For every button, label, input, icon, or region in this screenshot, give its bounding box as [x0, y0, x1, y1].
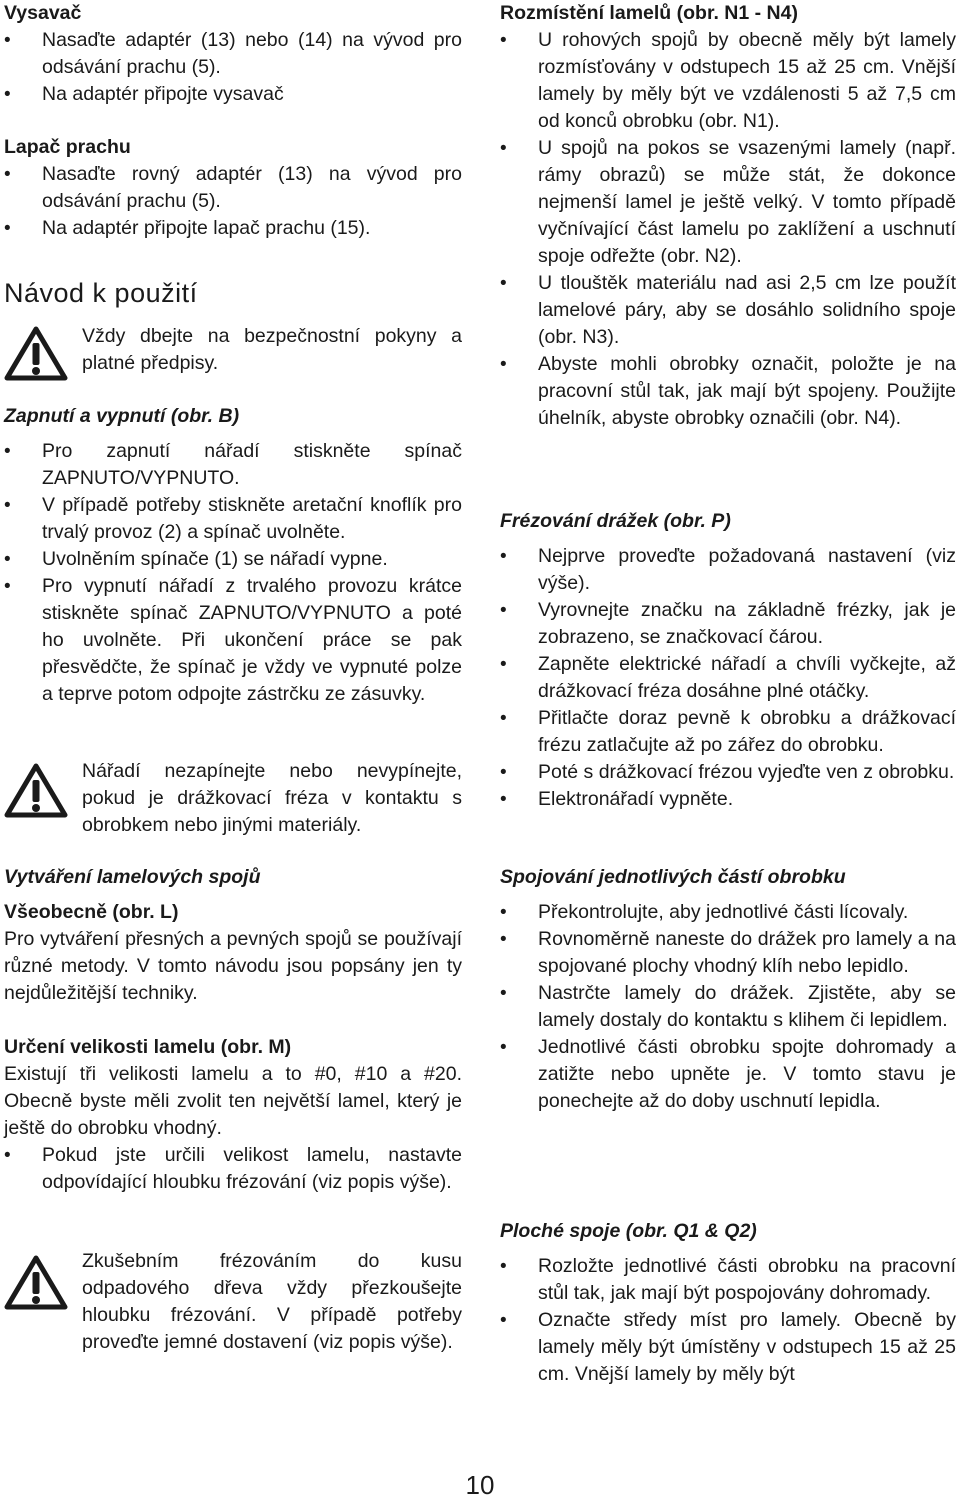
section-heading-rozmisteni: Rozmístění lamelů (obr. N1 - N4)	[500, 2, 798, 24]
list-item: • Nastrčte lamely do drážek. Zjistěte, aby se lamely dostaly do kontaktu s klihem či lepidlem.	[500, 980, 956, 1034]
safety-warning-2	[4, 758, 462, 844]
page-number: 10	[465, 1470, 495, 1500]
list-urceni	[4, 1142, 462, 1196]
list-lapac	[4, 161, 462, 242]
list-rozmisteni	[500, 27, 956, 432]
section-heading-vytvareni: Vytváření lamelových spojů	[4, 866, 261, 888]
list-item: • Označte středy míst pro lamely. Obecně by lamely měly být úmístěny v odstupech 15 až 25 cm. Vnější lamely by měly být	[500, 1307, 956, 1388]
section-heading-vysavac: Vysavač	[4, 2, 82, 24]
list-item: • Nasaďte adaptér (13) nebo (14) na vývod pro odsávání prachu (5).	[4, 27, 462, 81]
list-frezovani	[500, 543, 956, 813]
list-ploche	[500, 1253, 956, 1388]
list-item: • U rohových spojů by obecně měly být lamely rozmísťovány v odstupech 15 až 25 cm. Vnější lamely by měly být ve vzdálenosti 5 až 7,5 cm od konců obrobku (obr. N1).	[500, 27, 956, 135]
section-heading-spojovani: Spojování jednotlivých částí obrobku	[500, 866, 846, 888]
warning-text: Nářadí nezapínejte nebo nevypínejte, pokud je drážkovací fréza v kontaktu s obrobkem nebo jinými materiály.	[82, 760, 462, 836]
list-item: • Zapněte elektrické nářadí a chvíli vyčkejte, až drážkovací fréza dosáhne plné otáčky.	[500, 651, 956, 705]
list-item: • Abyste mohli obrobky označit, položte je na pracovní stůl tak, jak mají být spojeny. Použijte úhelník, abyste obrobky označili (obr. N4).	[500, 351, 956, 432]
warning-triangle-icon	[4, 1254, 68, 1310]
list-item: • Na adaptér připojte lapač prachu (15).	[4, 215, 462, 242]
subheading-urceni: Určení velikosti lamelu (obr. M)	[4, 1036, 292, 1058]
paragraph-urceni: Existují tři velikosti lamelu a to #0, #10 a #20. Obecně byste měli zvolit ten největší lamel, který je ještě do obrobku vhodný.	[4, 1063, 462, 1139]
section-heading-lapac: Lapač prachu	[4, 136, 131, 158]
list-item: • Vyrovnejte značku na základně frézky, jak je zobrazeno, se značkovací čárou.	[500, 597, 956, 651]
chapter-title-navod: Návod k použití	[4, 278, 198, 308]
list-item: • Překontrolujte, aby jednotlivé části lícovaly.	[500, 899, 956, 926]
list-item: • Nejprve proveďte požadovaná nastavení (viz výše).	[500, 543, 956, 597]
list-item: • Pro zapnutí nářadí stiskněte spínač ZAPNUTO/VYPNUTO.	[4, 438, 462, 492]
safety-warning-1	[4, 323, 462, 383]
list-item: • Pokud jste určili velikost lamelu, nastavte odpovídající hloubku frézování (viz popis výše).	[4, 1142, 462, 1196]
list-item: • Jednotlivé části obrobku spojte dohromady a zatižte nebo upněte je. V tomto stavu je ponechejte až do doby uschnutí lepidla.	[500, 1034, 956, 1115]
list-item: • U spojů na pokos se vsazenými lamely (např. rámy obrazů) se může stát, že dokonce nejmenší lamel je ještě velký. V tomto případě vyčnívající část lamelu po zaklížení a uschnutí spoje odřežte (obr. N2).	[500, 135, 956, 270]
safety-warning-3	[4, 1248, 462, 1388]
list-item: • U tlouštěk materiálu nad asi 2,5 cm lze použít lamelové páry, aby se dosáhlo solidního spoje (obr. N3).	[500, 270, 956, 351]
paragraph-vseobecne: Pro vytváření přesných a pevných spojů se používají různé metody. V tomto návodu jsou popsány jen ty nejdůležitější techniky.	[4, 928, 462, 1004]
section-heading-zapnuti: Zapnutí a vypnutí (obr. B)	[4, 405, 240, 427]
warning-text: Zkušebním frézováním do kusu odpadového dřeva vždy přezkoušejte hloubku frézování. V případě potřeby proveďte jemné dostavení (viz popis výše).	[82, 1250, 462, 1353]
list-item: • Na adaptér připojte vysavač	[4, 81, 462, 108]
warning-triangle-icon	[4, 325, 68, 381]
list-item: • Pro vypnutí nářadí z trvalého provozu krátce stiskněte spínač ZAPNUTO/VYPNUTO a poté ho uvolněte. Při ukončení práce se pak přesvědčte, že spínač je vždy ve vypnuté polze a teprve potom odpojte zástrčku ze zásuvky.	[4, 573, 462, 708]
section-heading-frezovani: Frézování drážek (obr. P)	[500, 510, 731, 532]
list-item: • Rozložte jednotlivé části obrobku na pracovní stůl tak, jak mají být pospojovány dohromady.	[500, 1253, 956, 1307]
list-item: • Elektronářadí vypněte.	[500, 786, 956, 813]
list-zapnuti	[4, 438, 462, 708]
list-item: • Nasaďte rovný adaptér (13) na vývod pro odsávání prachu (5).	[4, 161, 462, 215]
list-vysavac	[4, 27, 462, 108]
warning-text: Vždy dbejte na bezpečnostní pokyny a platné předpisy.	[82, 325, 462, 374]
section-heading-ploche: Ploché spoje (obr. Q1 & Q2)	[500, 1220, 757, 1242]
list-item: • Uvolněním spínače (1) se nářadí vypne.	[4, 546, 462, 573]
list-item: • Rovnoměrně naneste do drážek pro lamely a na spojované plochy vhodný klíh nebo lepidlo.	[500, 926, 956, 980]
list-item: • Přitlačte doraz pevně k obrobku a drážkovací frézu zatlačujte až po zářez do obrobku.	[500, 705, 956, 759]
list-item: • V případě potřeby stiskněte aretační knoflík pro trvalý provoz (2) a spínač uvolněte.	[4, 492, 462, 546]
list-spojovani	[500, 899, 956, 1115]
warning-triangle-icon	[4, 762, 68, 818]
list-item: • Poté s drážkovací frézou vyjeďte ven z obrobku.	[500, 759, 956, 786]
subheading-vseobecne: Všeobecně (obr. L)	[4, 901, 179, 923]
